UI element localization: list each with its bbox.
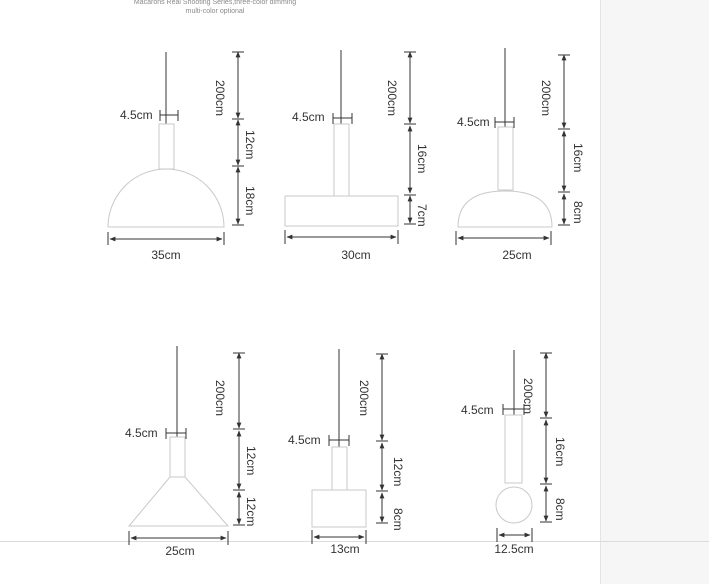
neck-length-label: 16cm xyxy=(571,143,585,173)
socket-tube xyxy=(332,447,347,490)
lamp-3 xyxy=(456,48,585,262)
dome-shade xyxy=(108,169,224,227)
lamp-1 xyxy=(108,52,257,262)
cord-length-label: 200cm xyxy=(385,80,399,117)
disc-shade xyxy=(285,196,398,226)
neck-length-label: 16cm xyxy=(553,437,567,467)
width-label: 13cm xyxy=(330,542,360,556)
shade-height-label: 8cm xyxy=(553,498,567,521)
lamp-5 xyxy=(288,349,405,556)
neck-length-label: 12cm xyxy=(244,446,258,476)
header-subtitle: multi-color optional xyxy=(185,8,245,15)
shade-height-label: 8cm xyxy=(571,201,585,224)
socket-label: 4.5cm xyxy=(288,433,321,447)
header-title: Macarons Real Shooting Series,three-color dimming xyxy=(133,0,297,6)
shade-height-label: 18cm xyxy=(243,186,257,216)
globe-shade xyxy=(496,487,532,523)
socket-tube xyxy=(498,127,513,190)
cord-length-label: 200cm xyxy=(213,80,227,117)
shade-height-label: 12cm xyxy=(244,497,258,527)
cone-shade xyxy=(129,477,228,526)
socket-label: 4.5cm xyxy=(292,110,325,124)
cord-length-label: 200cm xyxy=(213,380,227,417)
shade-height-label: 7cm xyxy=(415,204,429,227)
lamp-2 xyxy=(285,50,429,262)
width-label: 35cm xyxy=(151,248,181,262)
shade-height-label: 8cm xyxy=(391,508,405,531)
lamp-4 xyxy=(125,346,258,558)
width-label: 25cm xyxy=(502,248,532,262)
width-label: 25cm xyxy=(165,544,195,558)
socket-label: 4.5cm xyxy=(125,426,158,440)
cord-length-label: 200cm xyxy=(539,80,553,117)
cylinder-shade xyxy=(312,490,366,527)
lamp-6 xyxy=(461,350,567,556)
neck-length-label: 12cm xyxy=(243,130,257,160)
socket-tube xyxy=(159,124,174,169)
neck-length-label: 12cm xyxy=(391,457,405,487)
socket-tube xyxy=(170,437,185,477)
socket-label: 4.5cm xyxy=(120,108,153,122)
width-label: 12.5cm xyxy=(494,542,534,556)
dome-shade xyxy=(458,191,552,227)
cord-length-label: 200cm xyxy=(521,378,535,415)
width-label: 30cm xyxy=(341,248,371,262)
neck-length-label: 16cm xyxy=(415,144,429,174)
socket-tube xyxy=(505,415,522,483)
socket-label: 4.5cm xyxy=(457,115,490,129)
cord-length-label: 200cm xyxy=(357,380,371,417)
socket-label: 4.5cm xyxy=(461,403,494,417)
socket-tube xyxy=(334,124,349,196)
